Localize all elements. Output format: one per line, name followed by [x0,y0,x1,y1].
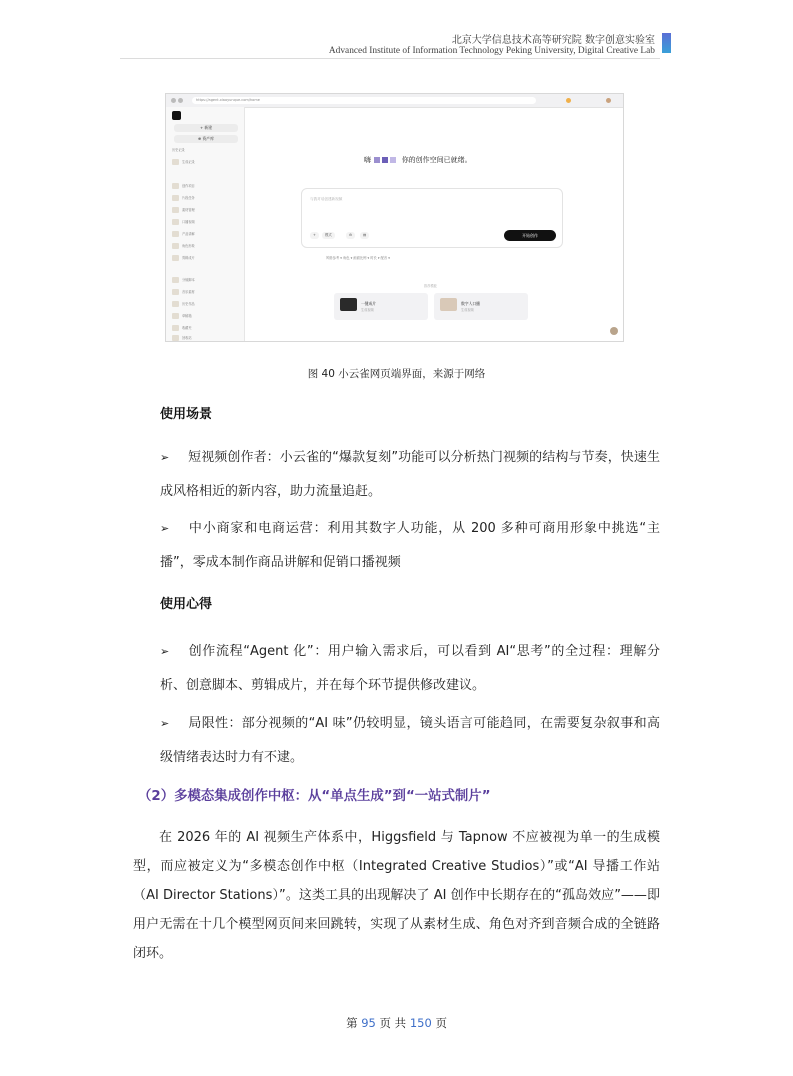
bullet-arrow-icon: ➢ [160,717,170,730]
sidebar-item: 草稿箱 [172,313,238,320]
assets-button: ⊕ 资产库 [174,135,238,143]
card-thumbnail [340,298,357,311]
bullet-item: ➢ 中小商家和电商运营：利用其数字人功能，从 200 多种可商用形象中挑选“主播”，零成本制作商品讲解和促销口播视频 [160,512,660,580]
sidebar-item: 收藏夹 [172,325,238,332]
figure-caption: 图 40 小云雀网页端界面，来源于网络 [307,368,486,380]
sidebar-item: 剪辑成片 [172,255,238,262]
sidebar-item: 创作项目 [172,183,238,190]
browser-toolbar [166,94,623,108]
user-avatar [610,327,618,335]
sidebar-item: 口播视频 [172,219,238,226]
header-institute-en: Advanced Institute of Information Technology Peking University, Digital Creative Lab [328,46,655,56]
sidebar-section-label: 历史记录 [172,148,185,152]
section-heading: 使用场景 [160,407,213,422]
bullet-arrow-icon: ➢ [160,645,170,658]
card-subtitle: 生成视频 [461,308,474,312]
prompt-box [301,188,563,248]
bullet-arrow-icon: ➢ [160,522,170,535]
sidebar-item: 音乐素材 [172,289,238,296]
sidebar-item: 素材管理 [172,207,238,214]
options-row: 风格参考 ▾ 角色 ▾ 画面比例 ▾ 时长 ▾ 配音 ▾ [326,256,390,260]
bullet-item: ➢ 短视频创作者：小云雀的“爆款复刻”功能可以分析热门视频的结构与节奏，快速生成风格相近的新内容，助力流量追赶。 [160,441,660,509]
back-icon [171,98,176,103]
page-footer: 第 95 页 共 150 页 [346,1016,447,1030]
settings-chip: ⚙ [346,232,355,239]
sidebar-item: 回收站 [172,335,238,342]
sidebar-item: 角色形象 [172,243,238,250]
browser-url-bar: https://agent.xiaoyunque.com/home [192,97,536,104]
figure-screenshot [165,93,624,342]
header-divider [120,58,660,59]
card-title: 一键成片 [361,301,377,306]
bullet-item: ➢ 局限性：部分视频的“AI 味”仍较明显，镜头语言可能趋同，在需要复杂叙事和高级情绪表达时力有不逮。 [160,707,660,775]
bullet-arrow-icon: ➢ [160,451,170,464]
subsection-heading: （2）多模态集成创作中枢：从“单点生成”到“一站式制片” [138,789,491,804]
prompt-placeholder: 与我对话创建新视频 [310,197,343,201]
sidebar-item: 分镜脚本 [172,277,238,284]
card-thumbnail [440,298,457,311]
card-subtitle: 生成视频 [361,308,374,312]
template-label: 推荐模板 [424,284,437,288]
forward-icon [178,98,183,103]
header-institute-cn: 北京大学信息技术高等研究院 数字创意实验室 [451,35,655,46]
profile-icon [606,98,611,103]
body-paragraph: 在 2026 年的 AI 视频生产体系中，Higgsfield 与 Tapnow 不应被视为单一的生成模型，而应被定义为“多模态创作中枢（Integrated Creative Studios）”或“AI 导播工作站（AI Director Stations）”。这类工具的出现解决了 AI 创作中长期存在的“孤岛效应”——即用户无需在十几个模型网页间来回跳转，实现了从素材生成、角色对齐到音频合成的全链路闭环。 [133,830,660,961]
current-page-number: 95 [361,1016,376,1030]
total-page-count: 150 [409,1016,432,1030]
header-accent-bar [662,33,671,53]
new-button: + 新建 [174,124,238,132]
add-chip: + [310,232,319,239]
extension-icon [566,98,571,103]
start-button: 开始创作 [504,230,556,241]
bullet-item: ➢ 创作流程“Agent 化”：用户输入需求后，可以看到 AI“思考”的全过程：理解分析、创意脚本、剪辑成片，并在每个环节提供修改建议。 [160,635,660,703]
app-logo-icon [172,111,181,120]
card-title: 数字人口播 [461,301,480,306]
sidebar-item: 产品讲解 [172,231,238,238]
app-sidebar [166,107,245,341]
sidebar-item: 片段任务 [172,195,238,202]
section-heading: 使用心得 [160,597,213,612]
mode-chip: 模式 [322,232,335,239]
template-card [334,293,428,320]
sidebar-item: 生成记录 [172,159,238,166]
sidebar-item: 历史作品 [172,301,238,308]
template-card [434,293,528,320]
layout-chip: ▤ [360,232,369,239]
greeting: 嗨 你的创作空间已就绪。 [364,156,472,164]
